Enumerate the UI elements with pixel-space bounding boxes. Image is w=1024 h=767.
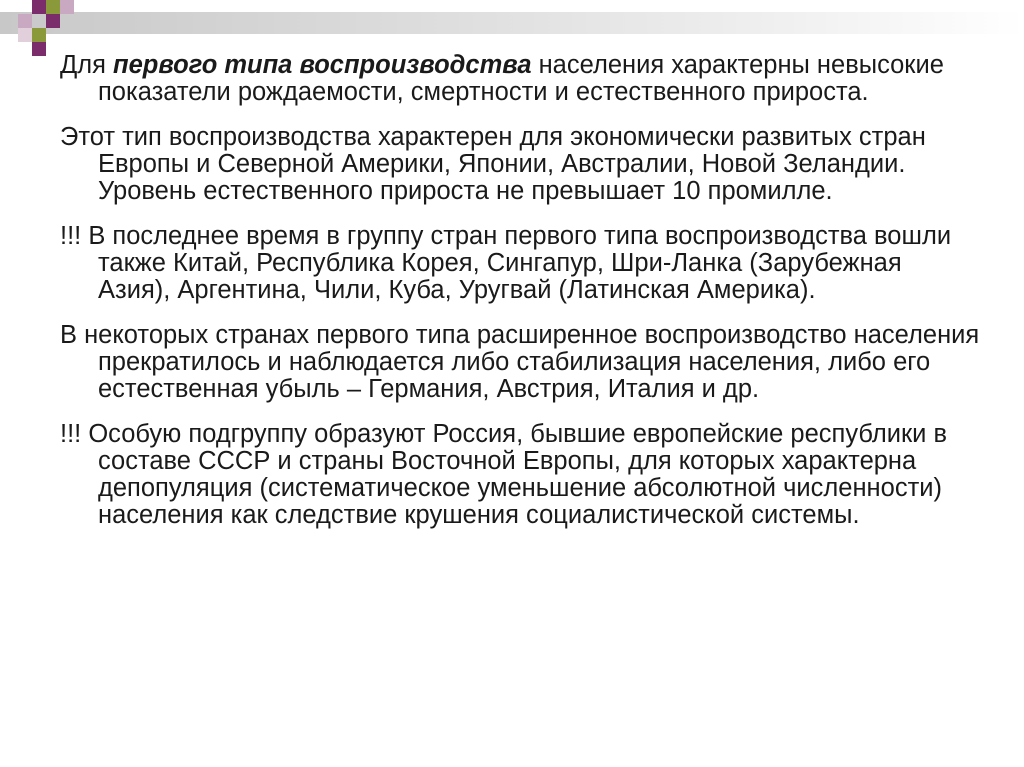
- deco-square-green: [32, 28, 46, 42]
- emphasis-term: первого типа воспроизводства: [113, 51, 532, 79]
- deco-square-light: [60, 0, 74, 14]
- deco-square-purple: [32, 0, 46, 14]
- paragraph-depopulation: !!! Особую подгруппу образуют Россия, бывшие европейские республики в составе СССР и страны Восточной Европы, для которых характерна депопуляция (систематическое уменьшение абсолютной численности) населения как следствие крушения социалистической системы.: [60, 420, 948, 529]
- slide-body: [60, 52, 980, 547]
- deco-square-purple: [18, 14, 32, 28]
- deco-square-light: [18, 28, 32, 42]
- paragraph-new-members: !!! В последнее время в группу стран первого типа воспроизводства вошли также Китай, Республика Корея, Сингапур, Шри-Ланка (Зарубежная Азия), Аргентина, Чили, Куба, Уругвай (Латинская Америка).: [60, 222, 952, 304]
- deco-square-green: [46, 0, 60, 14]
- paragraph-first-type: [60, 52, 980, 106]
- deco-square-purple: [46, 14, 60, 28]
- paragraph-developed-countries: Этот тип воспроизводства характерен для экономически развитых стран Европы и Северной Америки, Японии, Австралии, Новой Зеландии. Уровень естественного прироста не превышает 10 промилле.: [60, 123, 926, 205]
- paragraph-decline: В некоторых странах первого типа расширенное воспроизводство населения прекратилось и наблюдается либо стабилизация населения, либо его естественная убыль – Германия, Австрия, Италия и др.: [60, 321, 980, 403]
- paragraph-prefix: Для: [60, 51, 114, 79]
- deco-square-purple: [32, 42, 46, 56]
- header-gradient-bar: [0, 12, 1024, 34]
- paragraph-rest: населения характерны невысокие показатели рождаемости, смертности и естественного прироста.: [98, 51, 944, 106]
